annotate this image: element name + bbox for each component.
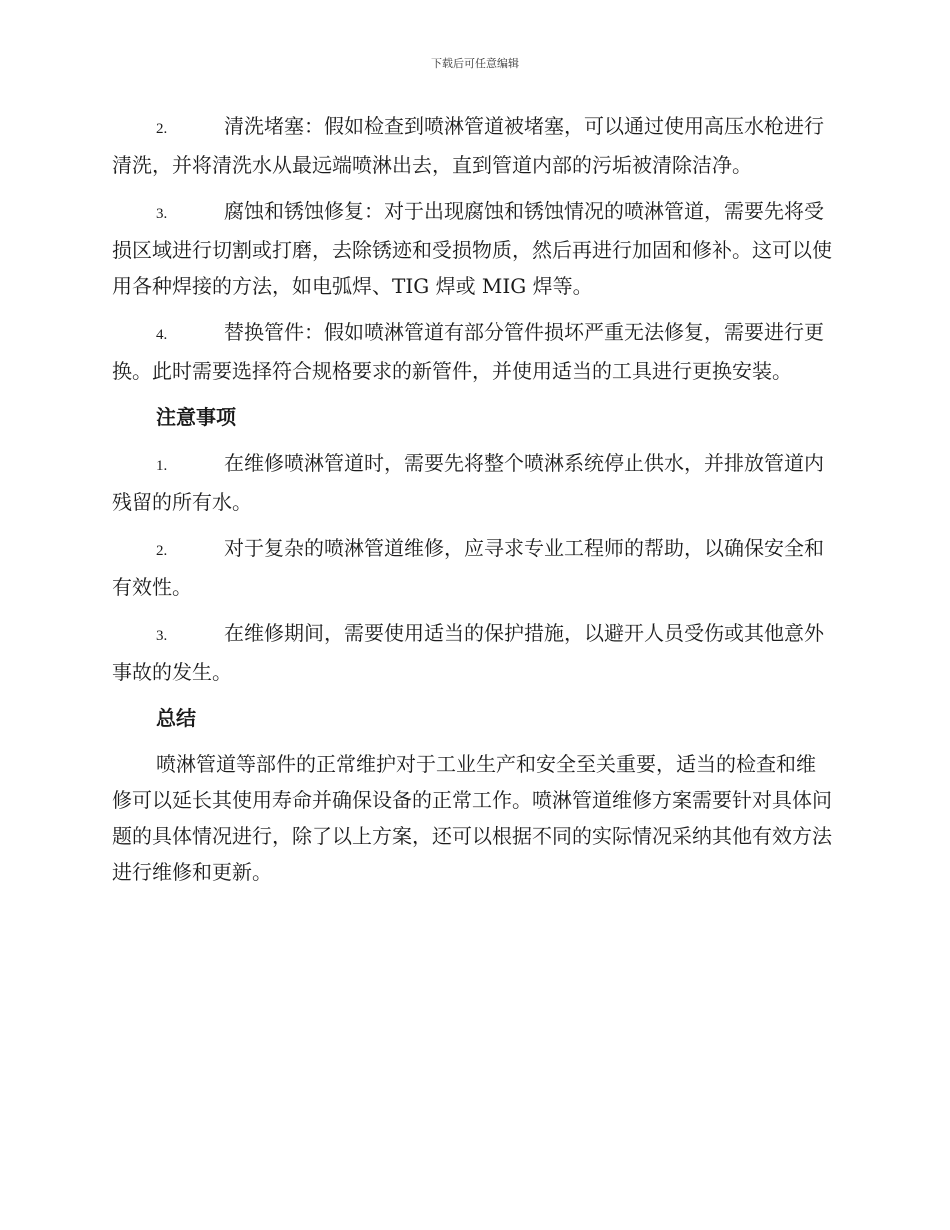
summary-paragraph: 喷淋管道等部件的正常维护对于工业生产和安全至关重要，适当的检查和维修可以延长其使用寿命并确保设备的正常工作。喷淋管道维修方案需要针对具体问题的具体情况进行，除了以上方案，还可以根据不同的实际情况采纳其他有效方法进行维修和更新。	[112, 752, 832, 884]
list-item	[112, 615, 834, 690]
document-body	[112, 108, 834, 900]
notes-heading: 注意事项	[156, 405, 236, 429]
list-item	[112, 193, 834, 304]
item-number: 3.	[156, 206, 168, 222]
item-number: 2.	[156, 543, 168, 559]
list-item	[112, 530, 834, 605]
page-header: 下载后可任意编辑	[431, 57, 519, 70]
item-number: 4.	[156, 327, 168, 343]
list-item	[112, 445, 834, 520]
summary-heading: 总结	[156, 706, 196, 730]
item-text: 在维修期间，需要使用适当的保护措施，以避开人员受伤或其他意外事故的发生。	[112, 621, 824, 684]
list-item	[112, 314, 834, 389]
item-text: 对于复杂的喷淋管道维修，应寻求专业工程师的帮助，以确保安全和有效性。	[112, 536, 824, 599]
item-text: 清洗堵塞：假如检查到喷淋管道被堵塞，可以通过使用高压水枪进行清洗，并将清洗水从最远端喷淋出去，直到管道内部的污垢被清除洁净。	[112, 114, 824, 177]
list-item	[112, 108, 834, 183]
item-number: 3.	[156, 628, 168, 644]
item-number: 1.	[156, 458, 168, 474]
item-text: 腐蚀和锈蚀修复：对于出现腐蚀和锈蚀情况的喷淋管道，需要先将受损区域进行切割或打磨，去除锈迹和受损物质，然后再进行加固和修补。这可以使用各种焊接的方法，如电弧焊、TIG 焊或 MIG 焊等。	[112, 199, 832, 298]
item-number: 2.	[156, 121, 168, 137]
item-text: 在维修喷淋管道时，需要先将整个喷淋系统停止供水，并排放管道内残留的所有水。	[112, 451, 824, 514]
item-text: 替换管件：假如喷淋管道有部分管件损坏严重无法修复，需要进行更换。此时需要选择符合规格要求的新管件，并使用适当的工具进行更换安装。	[112, 320, 824, 383]
